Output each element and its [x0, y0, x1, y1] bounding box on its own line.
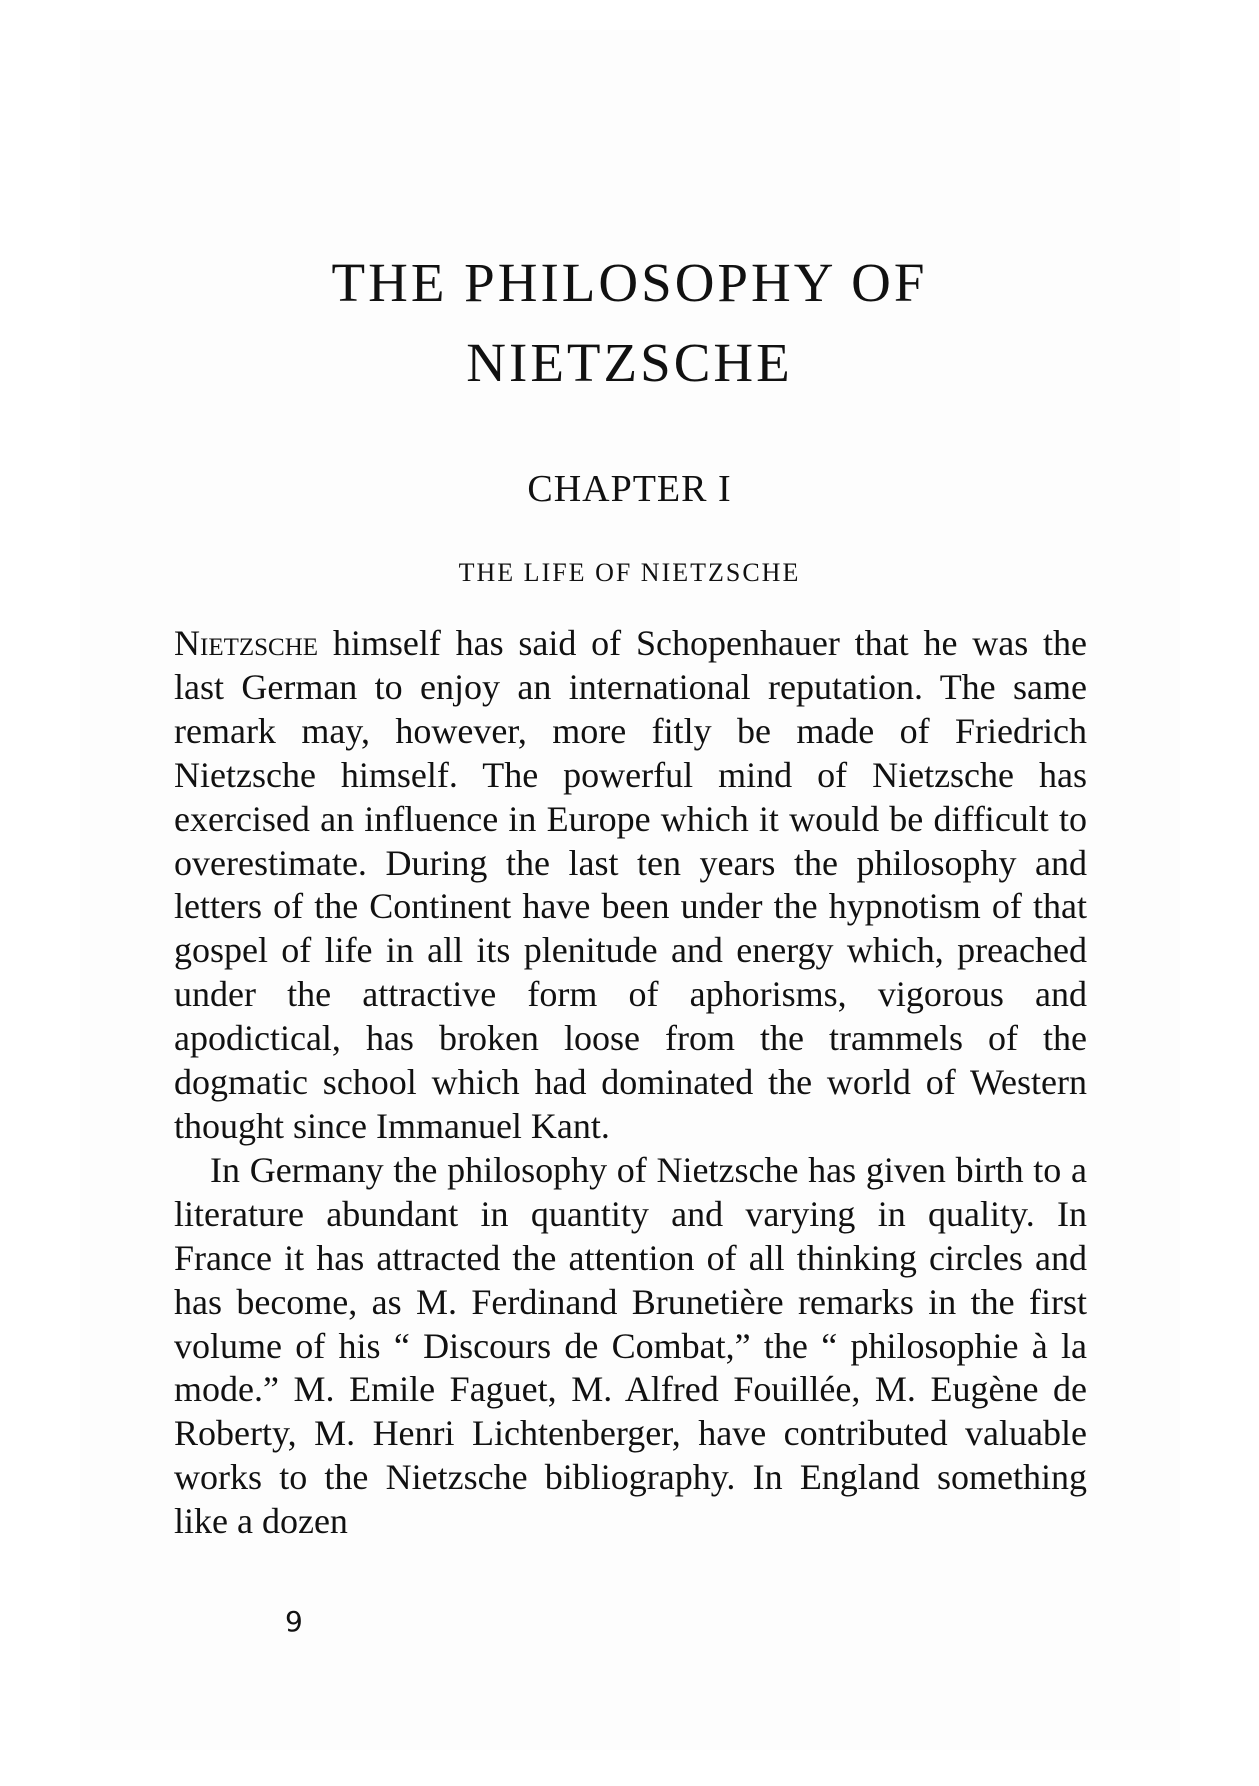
- page-number: 9: [285, 1605, 303, 1638]
- paragraph-1-text: himself has said of Schopenhauer that he was the last German to enjoy an international reputation. The same remark may, however, more fitly be made of Friedrich Nietzsche himself. The powerful mind of Nietzsche has exercised an influence in Europe which it would be difficult to overestimate. During the last ten years the philosophy and letters of the Continent have been under the hypnotism of that gospel of life in all its plenitude and energy which, preached under the attractive form of aphorisms, vigorous and apodictical, has broken loose from the trammels of the dogmatic school which had dominated the world of Western thought since Immanuel Kant.: [174, 623, 1087, 1146]
- paragraph-2: In Germany the philosophy of Nietzsche has given birth to a literature abundant in quantity and varying in quality. In France it has attracted the attention of all thinking circles and has become, as M. Ferdinand Brunetière remarks in the first volume of his “ Discours de Combat,” the “ philosophie à la mode.” M. Emile Faguet, M. Alfred Fouillée, M. Eugène de Roberty, M. Henri Lichtenberger, have contributed valuable works to the Nietzsche bibliography. In England something like a dozen: [174, 1149, 1087, 1542]
- chapter-title: THE LIFE OF NIETZSCHE: [458, 558, 801, 587]
- book-title-line-2: NIETZSCHE: [466, 332, 793, 393]
- paragraph-1-lead-in: Nietzsche: [174, 623, 319, 663]
- paragraph-1: [174, 622, 1087, 1149]
- book-title-line-1: THE PHILOSOPHY OF: [331, 252, 928, 313]
- body-text: [174, 622, 1087, 1544]
- chapter-label: CHAPTER I: [527, 468, 732, 510]
